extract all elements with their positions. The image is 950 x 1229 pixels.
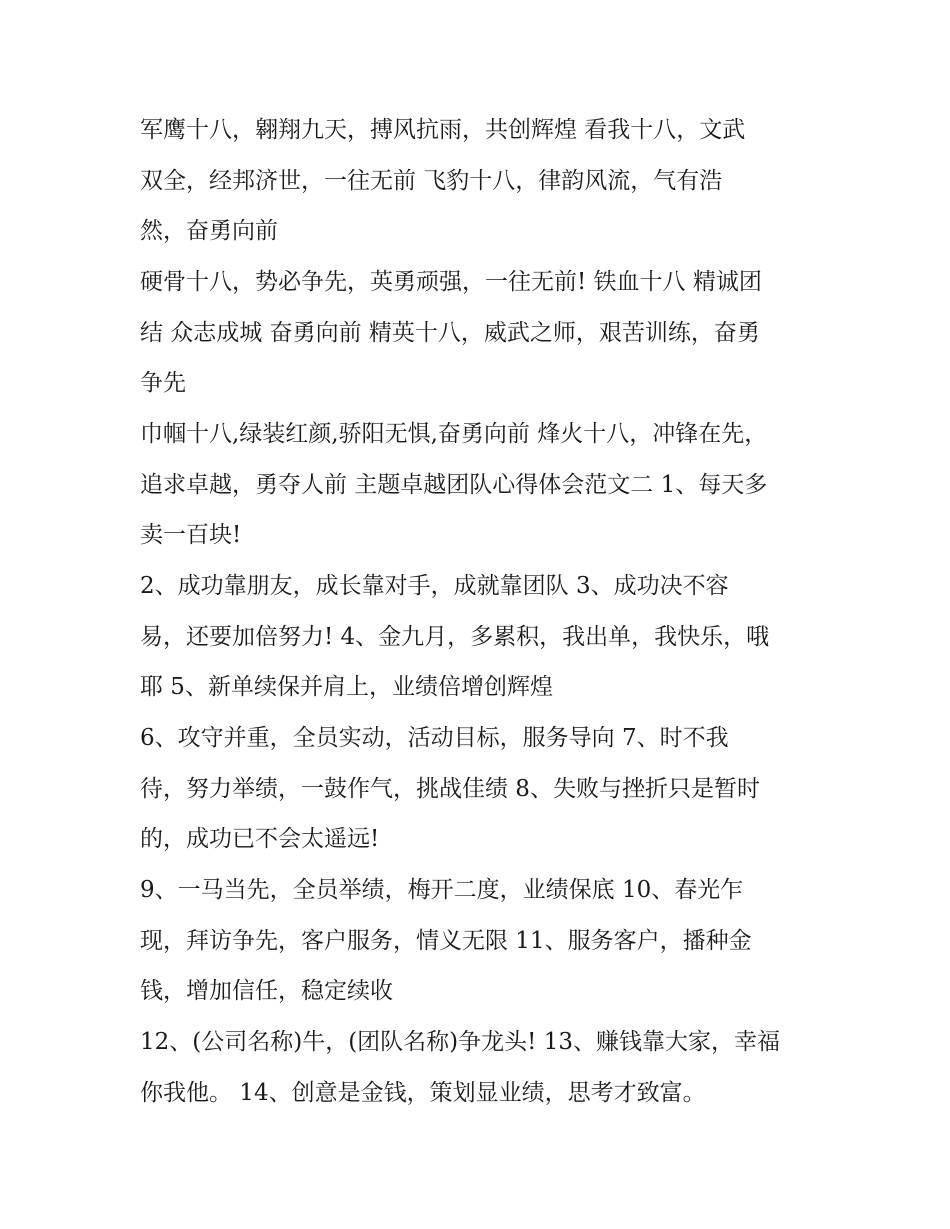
text-line: 6、攻守并重，全员实动，活动目标，服务导向 7、时不我 (140, 725, 729, 751)
text-line: 你我他。 14、创意是金钱，策划显业绩，思考才致富。 (140, 1080, 706, 1106)
text-line: 现，拜访争先，客户服务，情义无限 11、服务客户，播种金 (140, 928, 752, 954)
text-line: 追求卓越，勇夺人前 主题卓越团队心得体会范文二 1、每天多 (140, 472, 768, 498)
text-line: 易，还要加倍努力! 4、金九月，多累积，我出单，我快乐，哦 (140, 624, 770, 650)
text-line: 耶 5、新单续保并肩上，业绩倍增创辉煌 (140, 674, 553, 700)
text-line: 军鹰十八，翱翔九天，搏风抗雨，共创辉煌 看我十八，文武 (140, 117, 746, 143)
text-line: 的，成功已不会太遥远! (140, 826, 380, 852)
text-line: 2、成功靠朋友，成长靠对手，成就靠团队 3、成功决不容 (140, 573, 729, 599)
text-line: 钱，增加信任，稳定续收 (140, 978, 393, 1004)
text-line: 然，奋勇向前 (140, 218, 278, 244)
text-line: 待，努力举绩，一鼓作气，挑战佳绩 8、失败与挫折只是暂时 (140, 776, 760, 802)
text-line: 巾帼十八,绿装红颜,骄阳无惧,奋勇向前 烽火十八，冲锋在先， (140, 421, 768, 447)
text-line: 硬骨十八，势必争先，英勇顽强，一往无前! 铁血十八 精诚团 (140, 269, 762, 295)
text-line: 结 众志成城 奋勇向前 精英十八，威武之师，艰苦训练，奋勇 (140, 320, 760, 346)
text-line: 12、(公司名称)牛，(团队名称)争龙头! 13、赚钱靠大家，幸福 (140, 1029, 780, 1055)
text-line: 争先 (140, 370, 186, 396)
text-line: 卖一百块! (140, 522, 242, 548)
text-line: 双全，经邦济世，一往无前 飞豹十八，律韵风流，气有浩 (140, 168, 723, 194)
text-line: 9、一马当先，全员举绩，梅开二度，业绩保底 10、春光乍 (140, 877, 744, 903)
